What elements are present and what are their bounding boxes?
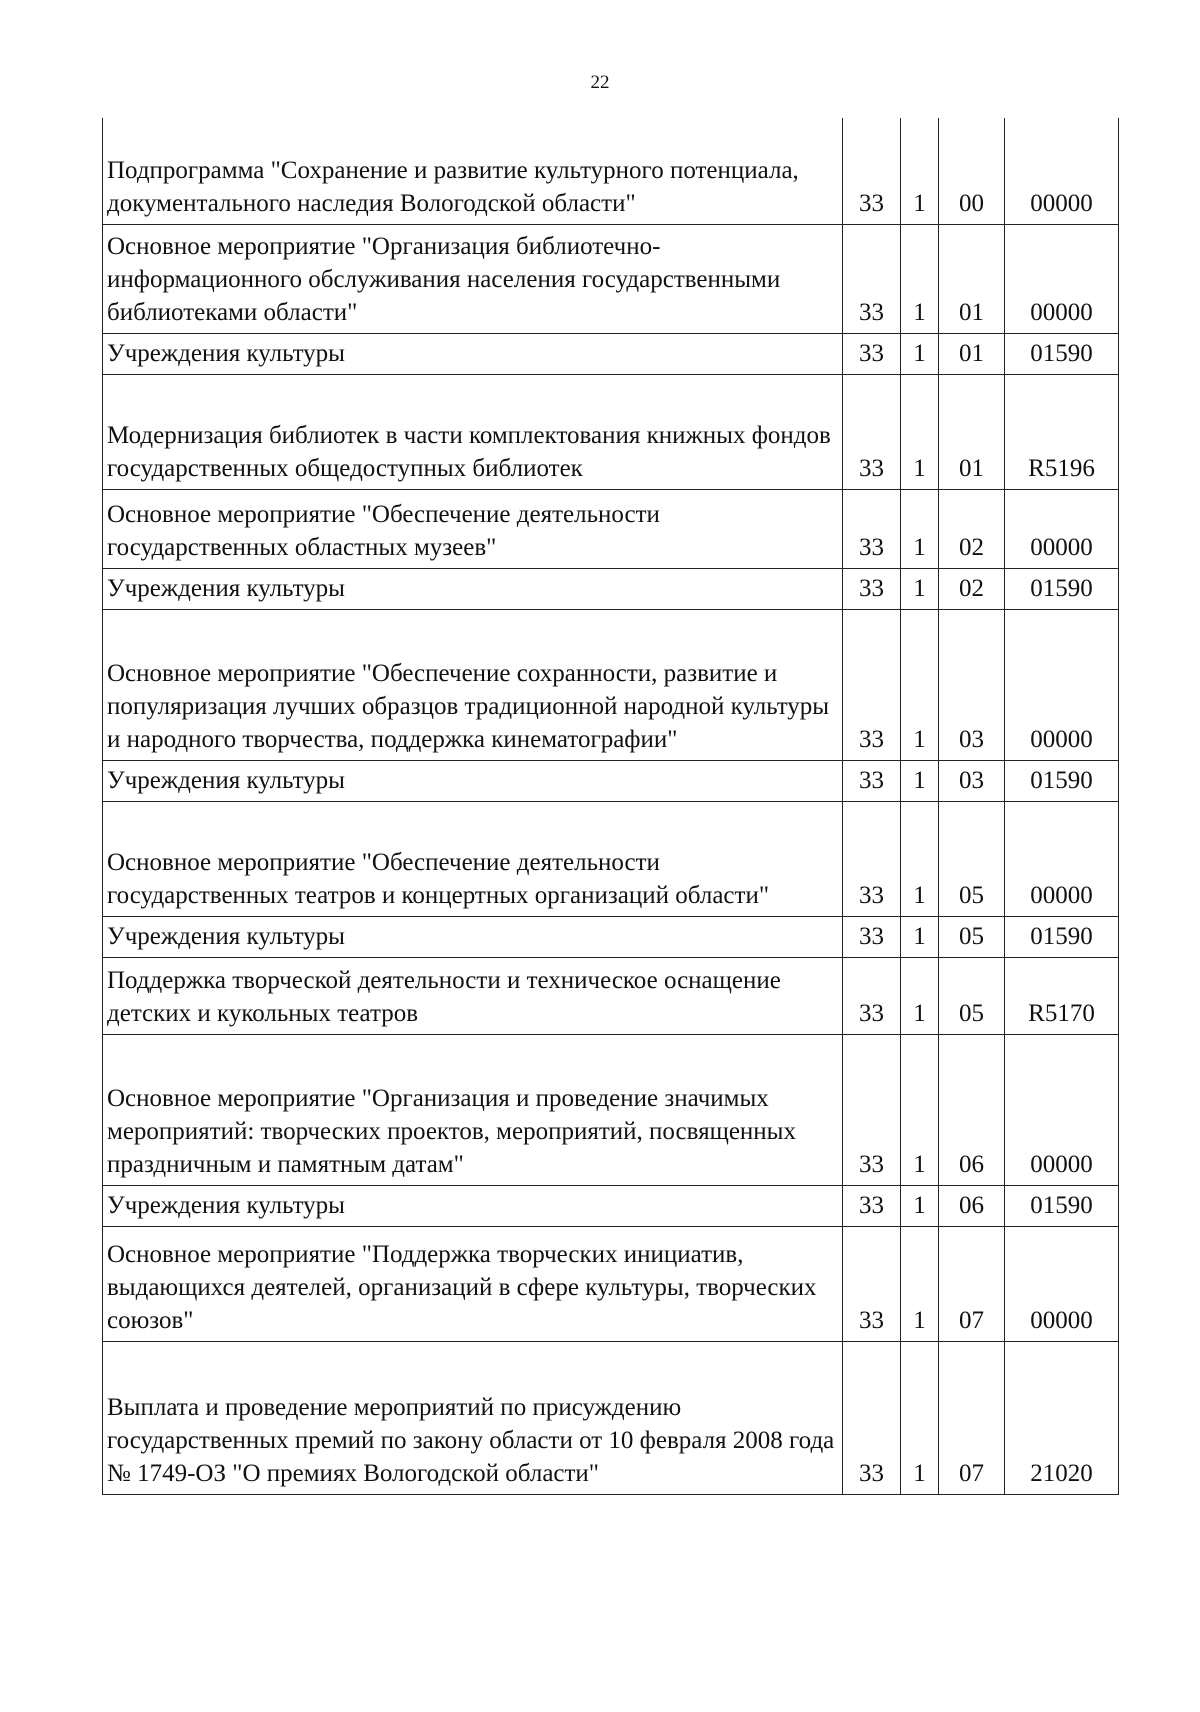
row-name: Учреждения культуры	[103, 1186, 843, 1227]
code-program: 33	[843, 917, 901, 958]
code-program: 33	[843, 1342, 901, 1495]
code-event: 05	[939, 802, 1005, 917]
code-direction: 00000	[1005, 1035, 1119, 1186]
table-row	[103, 334, 1119, 375]
row-name: Учреждения культуры	[103, 761, 843, 802]
code-subprogram: 1	[901, 334, 939, 375]
row-name: Основное мероприятие "Обеспечение деятельности государственных областных музеев"	[103, 490, 843, 569]
table-row	[103, 802, 1119, 917]
code-program: 33	[843, 610, 901, 761]
code-event: 01	[939, 225, 1005, 334]
code-event: 03	[939, 610, 1005, 761]
code-subprogram: 1	[901, 1035, 939, 1186]
code-program: 33	[843, 761, 901, 802]
code-program: 33	[843, 225, 901, 334]
row-name: Подпрограмма "Сохранение и развитие культурного потенциала, документального наследия Вологодской области"	[103, 118, 843, 225]
code-subprogram: 1	[901, 802, 939, 917]
code-subprogram: 1	[901, 1186, 939, 1227]
code-subprogram: 1	[901, 917, 939, 958]
code-event: 05	[939, 958, 1005, 1035]
code-program: 33	[843, 1186, 901, 1227]
code-program: 33	[843, 490, 901, 569]
row-name: Модернизация библиотек в части комплектования книжных фондов государственных общедоступных библиотек	[103, 375, 843, 490]
row-name: Учреждения культуры	[103, 334, 843, 375]
row-name: Основное мероприятие "Обеспечение деятельности государственных театров и концертных организаций области"	[103, 802, 843, 917]
code-subprogram: 1	[901, 958, 939, 1035]
table-row	[103, 375, 1119, 490]
code-direction: 00000	[1005, 802, 1119, 917]
code-event: 02	[939, 569, 1005, 610]
table-row	[103, 490, 1119, 569]
code-direction: 00000	[1005, 1227, 1119, 1342]
row-name: Основное мероприятие "Организация библиотечно-информационного обслуживания населения государственными библиотеками области"	[103, 225, 843, 334]
code-subprogram: 1	[901, 1227, 939, 1342]
code-event: 06	[939, 1186, 1005, 1227]
code-subprogram: 1	[901, 118, 939, 225]
code-program: 33	[843, 1227, 901, 1342]
code-direction: 01590	[1005, 334, 1119, 375]
code-event: 00	[939, 118, 1005, 225]
code-program: 33	[843, 375, 901, 490]
code-event: 01	[939, 375, 1005, 490]
code-direction: 00000	[1005, 118, 1119, 225]
code-direction: 01590	[1005, 761, 1119, 802]
table-row	[103, 118, 1119, 225]
code-subprogram: 1	[901, 761, 939, 802]
code-program: 33	[843, 118, 901, 225]
row-name: Поддержка творческой деятельности и техническое оснащение детских и кукольных театров	[103, 958, 843, 1035]
code-event: 07	[939, 1342, 1005, 1495]
table-row	[103, 1342, 1119, 1495]
code-program: 33	[843, 802, 901, 917]
code-direction: 01590	[1005, 569, 1119, 610]
code-subprogram: 1	[901, 1342, 939, 1495]
code-program: 33	[843, 334, 901, 375]
code-event: 05	[939, 917, 1005, 958]
code-direction: R5170	[1005, 958, 1119, 1035]
table-row	[103, 569, 1119, 610]
code-subprogram: 1	[901, 610, 939, 761]
code-event: 06	[939, 1035, 1005, 1186]
code-event: 03	[939, 761, 1005, 802]
row-name: Учреждения культуры	[103, 917, 843, 958]
budget-code-table	[102, 118, 1119, 1495]
row-name: Учреждения культуры	[103, 569, 843, 610]
code-direction: 01590	[1005, 917, 1119, 958]
table-row	[103, 1035, 1119, 1186]
row-name: Выплата и проведение мероприятий по присуждению государственных премий по закону области от 10 февраля 2008 года № 1749-ОЗ "О премиях Вологодской области"	[103, 1342, 843, 1495]
code-direction: 00000	[1005, 490, 1119, 569]
row-name: Основное мероприятие "Обеспечение сохранности, развитие и популяризация лучших образцов традиционной народной культуры и народного творчества, поддержка кинематографии"	[103, 610, 843, 761]
code-program: 33	[843, 1035, 901, 1186]
table-row	[103, 225, 1119, 334]
code-event: 07	[939, 1227, 1005, 1342]
code-program: 33	[843, 958, 901, 1035]
table-row	[103, 761, 1119, 802]
table-row	[103, 917, 1119, 958]
row-name: Основное мероприятие "Организация и проведение значимых мероприятий: творческих проектов, мероприятий, посвященных праздничным и памятным датам"	[103, 1035, 843, 1186]
code-subprogram: 1	[901, 490, 939, 569]
code-subprogram: 1	[901, 569, 939, 610]
table-row	[103, 610, 1119, 761]
table-row	[103, 1227, 1119, 1342]
code-direction: R5196	[1005, 375, 1119, 490]
code-program: 33	[843, 569, 901, 610]
table-row	[103, 958, 1119, 1035]
code-direction: 21020	[1005, 1342, 1119, 1495]
table-row	[103, 1186, 1119, 1227]
code-subprogram: 1	[901, 225, 939, 334]
code-direction: 01590	[1005, 1186, 1119, 1227]
code-subprogram: 1	[901, 375, 939, 490]
row-name: Основное мероприятие "Поддержка творческих инициатив, выдающихся деятелей, организаций в сфере культуры, творческих союзов"	[103, 1227, 843, 1342]
code-direction: 00000	[1005, 225, 1119, 334]
code-event: 01	[939, 334, 1005, 375]
code-event: 02	[939, 490, 1005, 569]
code-direction: 00000	[1005, 610, 1119, 761]
page-number: 22	[590, 72, 610, 93]
